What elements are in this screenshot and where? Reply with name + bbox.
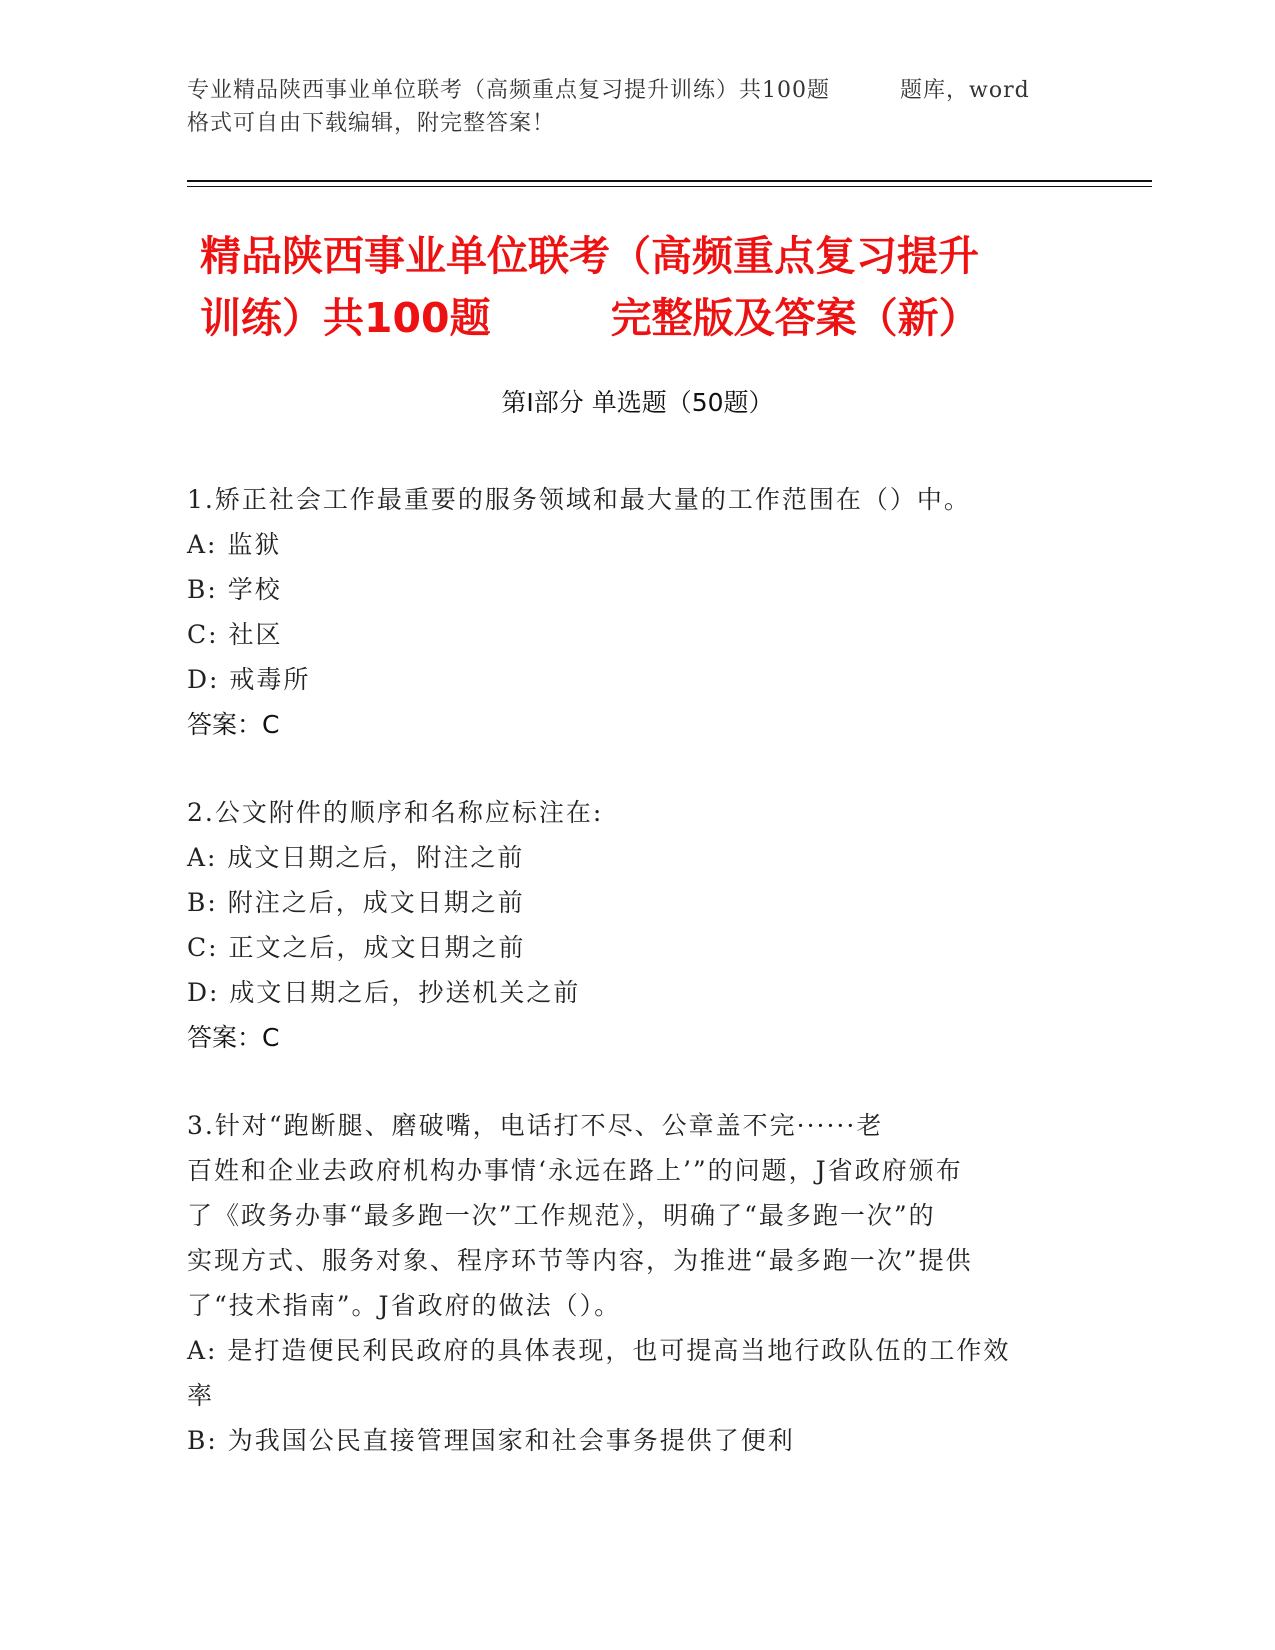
question-stem: 2.公文附件的顺序和名称应标注在: xyxy=(187,798,604,827)
document-title xyxy=(200,225,1100,349)
question-1 xyxy=(187,477,1087,747)
question-2 xyxy=(187,790,1087,1060)
header-line-1 xyxy=(187,74,1087,107)
title-line-1: 精品陕西事业单位联考（高频重点复习提升 xyxy=(200,232,979,280)
option-a: A: 成文日期之后，附注之前 xyxy=(187,843,525,872)
question-3 xyxy=(187,1103,1087,1463)
header-divider-thin xyxy=(187,186,1152,187)
option-c: C: 社区 xyxy=(187,620,283,649)
title-line-2 xyxy=(200,287,1100,349)
header-line-1-suffix: 题库，word xyxy=(900,78,1030,103)
option-d: D: 成文日期之后，抄送机关之前 xyxy=(187,978,581,1007)
option-d: D: 戒毒所 xyxy=(187,665,311,694)
section-heading: 第Ⅰ部分 单选题（50题） xyxy=(501,388,774,417)
option-a: A: 监狱 xyxy=(187,530,282,559)
option-b: B: 附注之后，成文日期之前 xyxy=(187,888,525,917)
option-b: B: 学校 xyxy=(187,575,282,604)
question-stem-line: 了《政务办事“最多跑一次”工作规范》，明确了“最多跑一次”的 xyxy=(187,1201,936,1230)
option-a-continued: 率 xyxy=(187,1381,215,1410)
option-c: C: 正文之后，成文日期之前 xyxy=(187,933,526,962)
question-stem-line: 实现方式、服务对象、程序环节等内容，为推进“最多跑一次”提供 xyxy=(187,1246,973,1275)
question-stem-line: 了“技术指南”。J省政府的做法（）。 xyxy=(187,1291,622,1320)
question-stem-line: 百姓和企业去政府机构办事情‘永远在路上’”的问题，J省政府颁布 xyxy=(187,1156,963,1185)
answer: 答案：C xyxy=(187,710,280,739)
title-line-2-part-b: 完整版及答案（新） xyxy=(610,294,980,342)
header-line-2: 格式可自由下载编辑，附完整答案！ xyxy=(187,111,556,136)
question-stem-line: 3.针对“跑断腿、磨破嘴，电话打不尽、公章盖不完······老 xyxy=(187,1111,884,1140)
question-list xyxy=(187,477,1087,1506)
question-stem: 1.矫正社会工作最重要的服务领域和最大量的工作范围在（）中。 xyxy=(187,485,971,514)
option-b: B: 为我国公民直接管理国家和社会事务提供了便利 xyxy=(187,1426,795,1455)
title-line-2-part-a: 训练）共100题 xyxy=(200,294,491,342)
header-divider-thick xyxy=(187,180,1152,182)
option-a: A: 是打造便民利民政府的具体表现，也可提高当地行政队伍的工作效 xyxy=(187,1336,1011,1365)
answer: 答案：C xyxy=(187,1023,280,1052)
page-header xyxy=(187,74,1087,140)
header-line-1-text: 专业精品陕西事业单位联考（高频重点复习提升训练）共100题 xyxy=(187,78,830,103)
